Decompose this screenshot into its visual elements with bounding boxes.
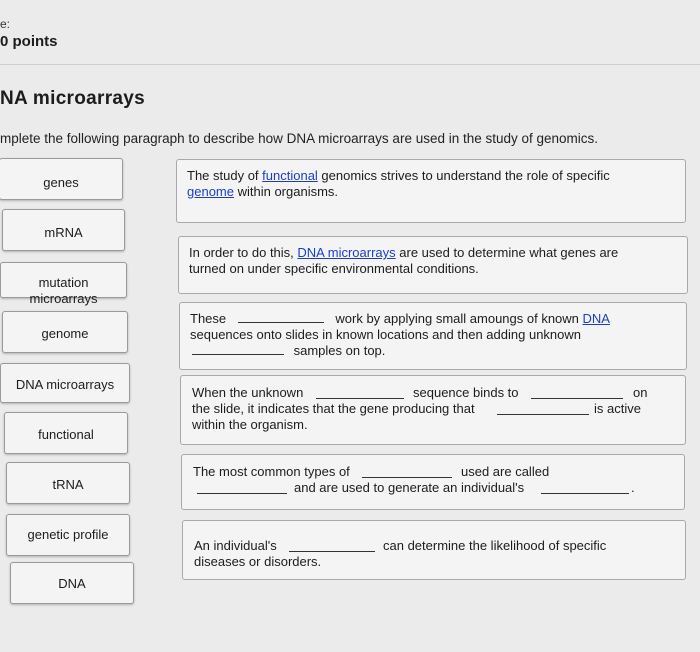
answer-link[interactable]: functional (262, 168, 318, 183)
word-label: genome (41, 326, 89, 341)
sentence-text: work by applying small amoungs of known (335, 311, 583, 326)
word-label: genetic profile (27, 527, 109, 542)
sentence-text: genomics strives to understand the role of specific (317, 168, 610, 183)
sentence-text: are used to determine what genes are (395, 245, 619, 260)
answer-link[interactable]: genome (187, 184, 234, 199)
answer-blank[interactable] (238, 312, 324, 323)
points-label: 0 points (0, 33, 58, 50)
sentence-2 (178, 236, 688, 294)
sentence-text: The study of (187, 168, 263, 183)
sentence-line (190, 343, 676, 359)
sentence-text: can determine the likelihood of specific (383, 538, 607, 553)
word-label: DNA (58, 576, 86, 591)
sentence-line (190, 327, 676, 343)
answer-blank[interactable] (316, 388, 404, 399)
answer-blank[interactable] (497, 404, 589, 415)
word-label: microarrays (29, 291, 98, 306)
sentence-text: turned on under specific environmental conditions. (189, 261, 479, 276)
question-title: NA microarrays (0, 88, 146, 109)
sentence-text: diseases or disorders. (194, 554, 322, 569)
sentence-text: sequence binds to (413, 385, 519, 400)
question-label: e: (0, 17, 11, 31)
sentence-text: When the unknown (192, 385, 304, 400)
word-dna-microarrays[interactable] (0, 363, 130, 403)
answer-link[interactable]: DNA (582, 311, 610, 326)
sentence-text: used are called (461, 464, 550, 479)
word-mrna[interactable] (2, 209, 125, 251)
word-functional[interactable] (4, 412, 128, 454)
answer-blank[interactable] (541, 483, 629, 494)
answer-blank[interactable] (192, 344, 284, 355)
word-label: genes (43, 175, 79, 190)
sentence-3 (179, 302, 687, 370)
sentence-text: samples on top. (293, 343, 386, 358)
sentence-text: is active (594, 401, 641, 416)
sentence-text: In order to do this, (189, 245, 298, 260)
divider (0, 64, 700, 65)
sentence-text: The most common types of (193, 464, 350, 479)
word-genome[interactable] (2, 311, 128, 353)
word-label: functional (38, 427, 94, 442)
sentence-text: sequences onto slides in known locations and then adding unknown (190, 327, 581, 342)
sentence-text: on (633, 385, 648, 400)
sentence-text: the slide, it indicates that the gene producing that (192, 401, 475, 416)
sentence-text: within organisms. (233, 184, 339, 199)
word-genetic-profile[interactable] (6, 514, 130, 556)
answer-blank[interactable] (289, 541, 375, 552)
answer-blank[interactable] (531, 388, 623, 399)
word-label: DNA microarrays (15, 377, 115, 392)
word-genes[interactable] (0, 158, 123, 200)
instructions: mplete the following paragraph to describe how DNA microarrays are used in the study of genomics. (0, 131, 599, 146)
word-label: tRNA (52, 477, 84, 492)
sentence-text: . (631, 480, 635, 495)
word-dna[interactable] (10, 562, 134, 604)
sentence-4 (180, 375, 686, 445)
answer-blank[interactable] (197, 483, 287, 494)
answer-link[interactable]: DNA microarrays (297, 245, 396, 260)
word-trna[interactable] (6, 462, 130, 504)
sentence-line (190, 311, 676, 327)
sentence-text: An individual's (194, 538, 277, 553)
sentence-6 (182, 520, 686, 580)
word-label: mRNA (44, 225, 83, 240)
sentence-5 (181, 454, 685, 510)
word-mutation-microarrays[interactable] (0, 262, 127, 306)
sentence-1 (176, 159, 686, 223)
sentence-text: and are used to generate an individual's (294, 480, 525, 495)
word-label: mutation (38, 275, 89, 290)
sentence-text: These (190, 311, 227, 326)
sentence-text: within the organism. (192, 417, 308, 432)
answer-blank[interactable] (362, 467, 452, 478)
